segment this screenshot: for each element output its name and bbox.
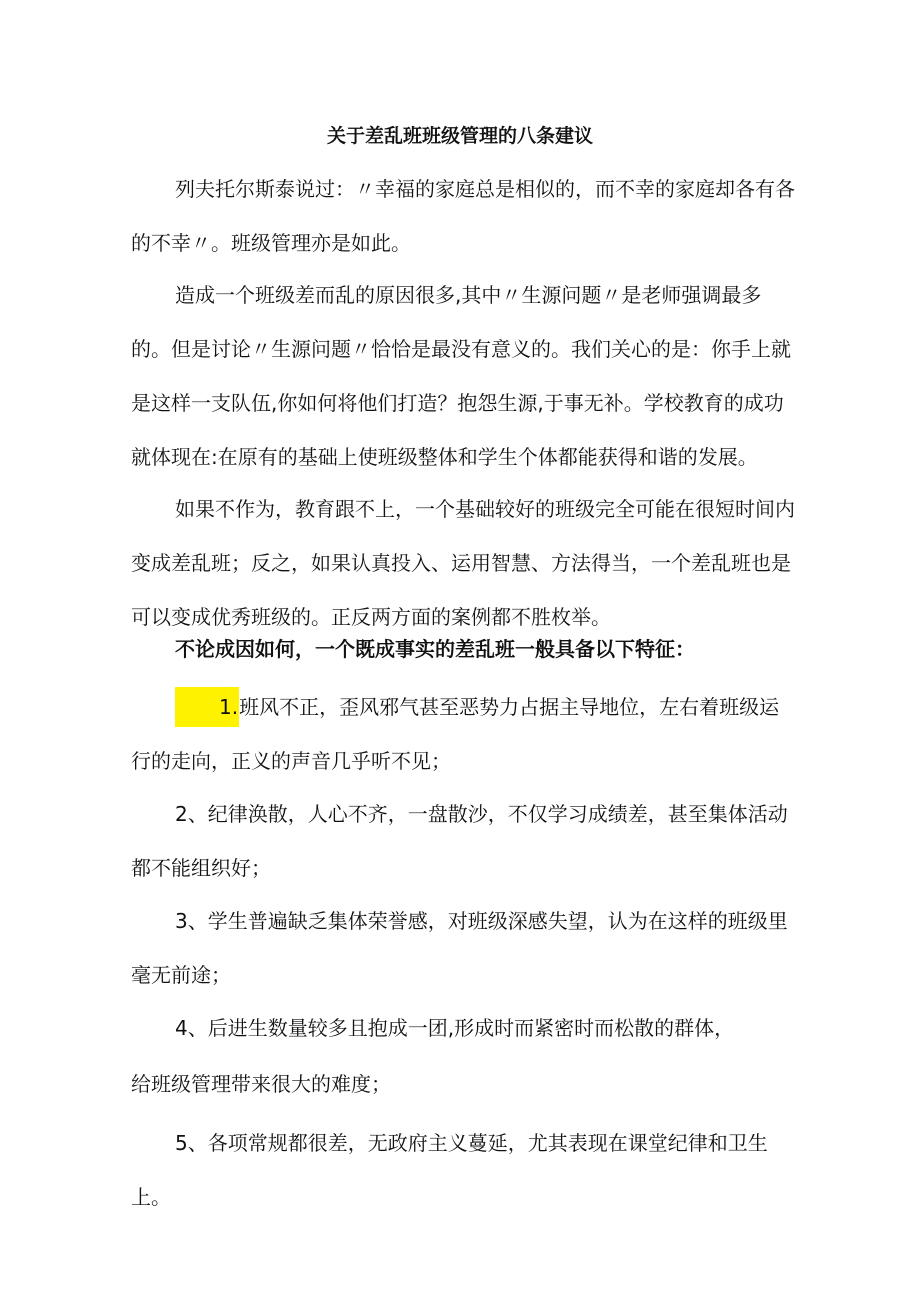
feature-item-2: 2、纪律涣散，人心不齐，一盘散沙，不仅学习成绩差，甚至集体活动都不能组织好； <box>131 802 788 880</box>
feature-item-1-text: 班风不正，歪风邪气甚至恶势力占据主导地位，左右着班级运行的走向，正义的声音几乎听不见； <box>131 695 780 773</box>
highlighted-number: 1. <box>175 687 239 727</box>
feature-item-5: 5、各项常规都很差，无政府主义蔓延，尤其表现在课堂纪律和卫生上。 <box>131 1131 768 1209</box>
feature-item-3: 3、学生普遍缺乏集体荣誉感，对班级深感失望，认为在这样的班级里毫无前途； <box>131 909 788 987</box>
feature-item-4: 4、后进生数量较多且抱成一团,形成时而紧密时而松散的群体， <box>175 1016 735 1040</box>
paragraph-tolstoy-quote: 列夫托尔斯泰说过：〃幸福的家庭总是相似的，而不幸的家庭却各有各的不幸〃。班级管理亦是如此。 <box>131 177 795 255</box>
feature-item-4-continued: 给班级管理带来很大的难度； <box>131 1072 391 1096</box>
features-heading: 不论成因如何，一个既成事实的差乱班一般具备以下特征： <box>175 637 695 661</box>
document-title: 关于差乱班班级管理的八条建议 <box>326 125 593 147</box>
feature-item-1 <box>131 680 799 788</box>
paragraph-change: 如果不作为，教育跟不上，一个基础较好的班级完全可能在很短时间内变成差乱班；反之，如果认真投入、运用智慧、方法得当，一个差乱班也是可以变成优秀班级的。正反两方面的案例都不胜枚举。 <box>131 497 795 629</box>
paragraph-causes: 造成一个班级差而乱的原因很多,其中〃生源问题〃是老师强调最多的。但是讨论〃生源问题〃恰恰是最没有意义的。我们关心的是：你手上就是这样一支队伍,你如何将他们打造？抱怨生源,于事无补。学校教育的成功就体现在:在原有的基础上使班级整体和学生个体都能获得和谐的发展。 <box>131 283 791 469</box>
